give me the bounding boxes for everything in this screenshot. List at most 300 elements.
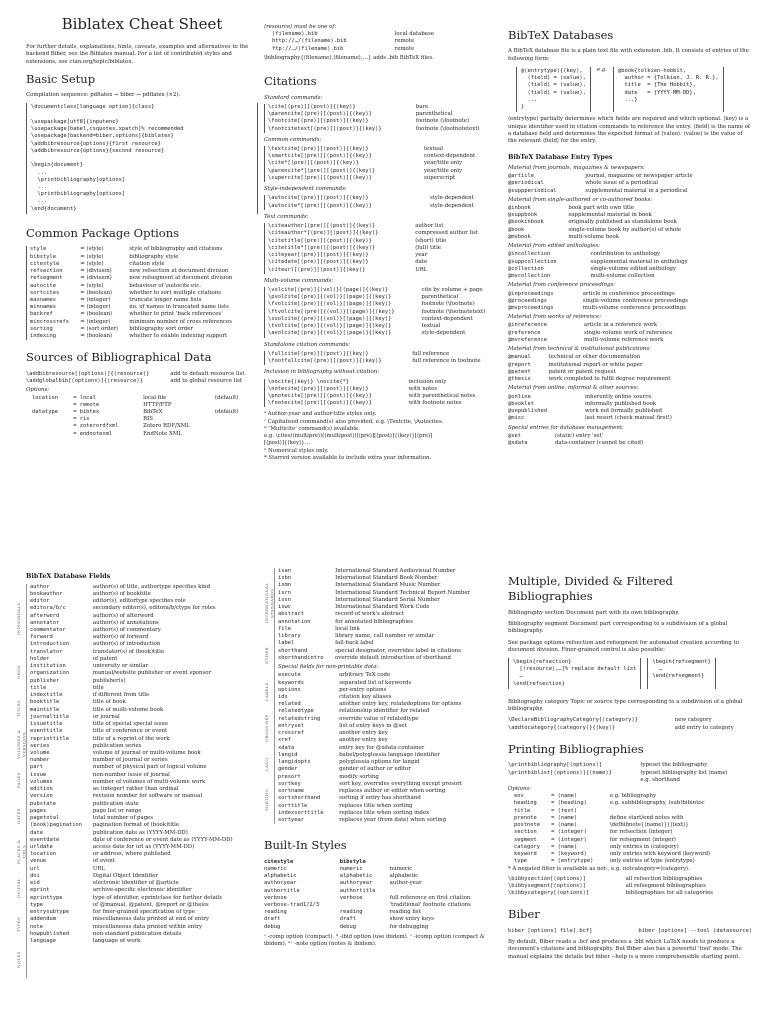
table-cell: sorttitle	[278, 802, 308, 809]
table-cell: indexing	[30, 333, 56, 340]
table-cell: parenthetical	[415, 111, 453, 118]
col3-panel	[508, 22, 752, 524]
table-cell: relatedstring	[278, 715, 321, 722]
side-section-label: PLACES & URLS	[16, 839, 27, 864]
table-cell: @inproceedings	[508, 290, 554, 297]
field-row	[278, 803, 500, 810]
table-cell	[32, 416, 73, 423]
package-option-row	[30, 297, 258, 304]
refsection-code: \begin{refsection} [⟨resource⟩,…]% replace default list … \end{refsection}	[508, 658, 641, 689]
field-row	[278, 648, 500, 655]
table-cell: eprint	[30, 887, 50, 894]
entry-type-row	[508, 433, 752, 440]
table-cell: manual/website publisher or event sponsor	[92, 670, 212, 677]
source-option-row	[32, 416, 252, 423]
table-cell: issue	[30, 771, 47, 778]
table-cell: numeric	[339, 865, 363, 872]
table-cell: title of special special issue	[92, 721, 169, 728]
entry-types-groups	[508, 165, 752, 447]
citation-group-label: Standalone citation commands:	[264, 341, 351, 348]
table-cell: author(s) of booktitle	[92, 590, 151, 597]
table-cell: single-volume edited anthology	[590, 265, 677, 272]
print-table	[508, 762, 752, 784]
table-cell: multi-volume reference work	[584, 336, 664, 343]
entry-type-row	[508, 305, 752, 312]
basic-setup-code: \documentclass[language option]{class} \usepackage[utf8]{inputenc} \usepackage[babel,csquotes,xpatch]% recommended \usepackage[backend=biber,options]{biblatex} \addbibresource{options}{first resource} \addbibresource{options}{second resource} \begin{document} ... \printbibliography[options] ... \printbibliography[options] ... \end{document}	[26, 103, 258, 214]
table-cell: ftp://…/⟨filename⟩.bib	[272, 45, 344, 52]
table-cell: langidopts	[278, 759, 311, 766]
sources-table	[26, 371, 258, 385]
table-cell: = ⟨boolean⟩	[80, 311, 113, 318]
resource-label: ⟨resource⟩ must be one of:	[264, 24, 337, 30]
side-section-label: OTHER	[264, 647, 269, 665]
table-cell: autocite	[30, 282, 56, 289]
entry-group-label: Material from online, informal & other sources:	[508, 385, 639, 392]
table-cell: university or similar	[92, 663, 149, 670]
table-cell	[340, 902, 390, 909]
field-row	[278, 694, 500, 701]
field-row	[278, 817, 500, 824]
citation-row	[268, 330, 500, 337]
entry-type-row	[508, 401, 752, 408]
citation-footnote: ᵃ Author-year and author-title styles only.	[264, 411, 377, 418]
table-cell: introduction	[30, 641, 69, 648]
table-cell: typeset bibliography list ⟨name⟩	[640, 769, 728, 776]
table-cell: doi	[30, 872, 40, 879]
table-cell: BibTeX	[143, 408, 163, 415]
table-cell: reprinttitle	[30, 735, 69, 742]
table-cell: \bibbycategory[⟨options⟩]	[508, 890, 590, 897]
table-cell: @suppperiodical	[508, 187, 557, 194]
table-cell: \supercite[⟨pre⟩][⟨post⟩]{⟨key⟩}	[268, 174, 372, 181]
entry-group-label: Material from journals, magazines & newspapers:	[508, 164, 645, 171]
table-cell: override value of relatedtype	[339, 715, 419, 722]
table-cell: = ⟨style⟩	[80, 253, 104, 260]
citation-group-box	[264, 195, 500, 209]
table-cell: bibliography style	[129, 253, 179, 260]
field-row	[278, 810, 500, 817]
table-cell: journaltitle	[30, 713, 69, 720]
table-cell: single-volume work of reference	[584, 329, 673, 336]
table-cell: single-volume book by author(s) of whole	[568, 226, 682, 233]
table-cell: numeric	[264, 865, 287, 872]
table-cell: booktitle	[30, 699, 60, 706]
entry-types-heading: BibTeX Database Entry Types	[508, 153, 613, 162]
fields-body	[16, 584, 258, 978]
side-section-label: PAGES	[16, 771, 21, 788]
table-cell: replaces year (from date) when sorting	[339, 816, 447, 823]
entry-type-row	[508, 362, 752, 369]
package-option-row	[30, 290, 258, 297]
table-cell: (short) title	[415, 237, 447, 244]
table-cell: \citeyear[⟨pre⟩][⟨post⟩]{⟨key⟩}	[268, 252, 369, 259]
citation-row	[268, 400, 500, 407]
table-cell: author-year	[389, 880, 422, 887]
table-cell: author(s) of introduction	[92, 641, 161, 648]
citation-row	[268, 386, 500, 393]
table-cell: presort	[278, 773, 301, 780]
field-row	[278, 708, 500, 715]
table-cell: miscellaneous data printed within entry	[92, 923, 203, 930]
table-cell: organization	[30, 670, 69, 677]
entry-group-label: Special entries for database management:	[508, 424, 624, 431]
citation-row	[268, 118, 500, 125]
field-row	[30, 736, 258, 743]
table-cell	[32, 431, 73, 438]
table-cell: postnote	[514, 822, 540, 829]
field-row	[278, 655, 500, 662]
table-cell: = remote	[73, 401, 100, 408]
table-cell: record of work's abstract	[335, 611, 405, 618]
citation-footnote: ⁿ Numerical styles only.	[264, 447, 329, 454]
table-cell: addendum	[30, 916, 56, 923]
entry-type-row	[508, 376, 752, 383]
table-cell: of event	[92, 858, 115, 865]
col1-panel	[26, 8, 258, 523]
table-cell: context-dependent	[423, 153, 476, 160]
field-row	[30, 757, 258, 764]
field-row	[278, 590, 500, 597]
table-cell: page list or range	[92, 807, 142, 814]
side-section-label: TITLES	[16, 699, 21, 717]
table-cell: date	[30, 829, 43, 836]
table-cell: = ⟨boolean⟩	[80, 289, 113, 296]
table-cell: citestyle	[30, 260, 60, 267]
table-cell: @xdata	[508, 440, 528, 446]
entry-type-row	[508, 180, 752, 187]
table-cell: section	[514, 829, 537, 836]
table-cell: if different from title	[92, 692, 150, 699]
table-cell: @mvcollection	[508, 273, 551, 280]
table-cell: truncate longer name lists	[129, 297, 202, 303]
entry-type-row	[508, 219, 752, 226]
table-cell: pagination format of (book)title	[92, 822, 180, 829]
field-row	[30, 793, 258, 800]
side-section-label: DIGITAL	[16, 877, 21, 898]
print-options-label: Options:	[508, 785, 532, 792]
table-cell: = endnotexml	[73, 430, 113, 437]
table-cell: date of conference or event date as (YYYY-MM-DD)	[92, 836, 233, 843]
table-cell: env	[514, 793, 524, 800]
table-cell: eid	[30, 880, 40, 887]
field-row	[30, 714, 258, 721]
table-cell: \tvolcite[⟨pre⟩]{⟨vol⟩}[⟨page⟩]{⟨key⟩}	[268, 323, 392, 330]
table-cell: \ftvolcite[⟨pre⟩]{⟨vol⟩}[⟨page⟩]{⟨key⟩}	[268, 308, 395, 315]
table-cell: = ⟨integer⟩	[551, 836, 587, 843]
table-cell: supplemental material in anthology	[590, 258, 688, 265]
biber-cmd-1: biber [options] file[.bcf]	[508, 927, 593, 934]
styles-header-row	[264, 859, 500, 866]
field-row	[30, 902, 258, 909]
section-table	[508, 876, 752, 898]
field-row	[30, 692, 258, 699]
field-row	[278, 687, 500, 694]
table-cell: footnote (\footnote)	[415, 118, 470, 125]
table-cell: part	[30, 764, 43, 771]
table-cell: refsegment	[30, 275, 63, 282]
section-row	[508, 890, 752, 897]
citation-row	[268, 358, 500, 365]
table-cell: xref	[278, 737, 291, 744]
table-cell: another entry key, relatedoptions for options	[339, 701, 462, 708]
package-option-row	[30, 246, 258, 253]
table-cell: = ⟨integer⟩	[80, 304, 111, 311]
table-cell: ⟨filename⟩.bib	[272, 31, 318, 38]
table-cell: label	[278, 640, 295, 647]
table-cell: entryset	[278, 722, 304, 729]
table-cell: keywords	[278, 679, 304, 686]
table-cell: eprinttype	[30, 894, 63, 901]
entry-type-row	[508, 440, 752, 447]
table-cell: \parencite*[⟨pre⟩][⟨post⟩]{⟨key⟩}	[268, 167, 376, 174]
source-option-row	[32, 409, 252, 416]
table-cell: annotator	[30, 619, 60, 626]
field-row	[30, 670, 258, 677]
table-cell: multi-volume book	[568, 233, 620, 240]
field-row	[30, 851, 258, 858]
multi-bib-heading: Multiple, Divided & Filtered Bibliographies	[508, 574, 673, 604]
table-cell: type	[514, 858, 527, 865]
field-row	[278, 752, 500, 759]
print-option-row	[514, 800, 746, 807]
field-row	[30, 613, 258, 620]
source-option-row	[32, 395, 252, 402]
field-row	[30, 772, 258, 779]
table-cell: \svolcite[⟨pre⟩]{⟨vol⟩}[⟨page⟩]{⟨key⟩}	[268, 315, 392, 322]
refsection-code-row	[508, 658, 752, 693]
field-row	[278, 604, 500, 611]
package-options-table-box	[26, 246, 258, 340]
table-cell: @manual	[508, 354, 531, 361]
table-cell: URL	[92, 865, 106, 872]
side-section-label: NOTES	[16, 951, 21, 968]
table-cell: @unpublished	[508, 408, 547, 415]
table-cell: citation style	[129, 260, 165, 267]
entry-group-label: Material from works of reference:	[508, 314, 602, 321]
style-row	[264, 902, 500, 909]
field-row	[30, 743, 258, 750]
table-cell: gender	[278, 766, 298, 773]
table-cell: draft	[264, 916, 281, 923]
entry-type-table	[508, 433, 752, 447]
fields2-body	[264, 568, 500, 824]
table-cell: howpublished	[30, 930, 69, 937]
table-cell: \footcitetext[⟨pre⟩][⟨post⟩]{⟨key⟩}	[268, 125, 382, 132]
citation-footnote: e.g. \cites(⟨multipre⟩)(⟨multipost⟩)[⟨pre⟩][⟨post⟩]{⟨key⟩}[⟨pre⟩]	[264, 433, 433, 440]
side-section-label: TYPES	[16, 916, 21, 932]
table-cell: \footcite[⟨pre⟩][⟨post⟩]{⟨key⟩}	[268, 118, 369, 125]
bib-segment-def: Bibliography segment Document part corresponding to a subdivision of a global bibliography.	[508, 621, 728, 635]
field-row	[30, 685, 258, 692]
table-cell: of patent	[92, 655, 118, 662]
table-cell: inherently online source	[584, 393, 652, 400]
table-cell: article in conference proceedings	[582, 290, 675, 297]
field-row	[278, 640, 500, 647]
table-cell: volume	[30, 749, 50, 756]
field-row	[30, 656, 258, 663]
field-row	[278, 568, 500, 575]
table-cell: minimum number of cross references	[129, 318, 232, 325]
table-cell: entry key for @xdata container	[339, 744, 425, 751]
table-cell: pagetotal	[30, 815, 60, 822]
table-cell: @inbook	[508, 204, 531, 211]
table-cell: whether to sort multiple citations	[129, 289, 222, 296]
table-cell: = ⟨name⟩	[551, 814, 578, 821]
entry-type-table	[508, 205, 752, 241]
style-row	[264, 888, 500, 895]
table-cell: Digital Object Identifier	[92, 872, 159, 879]
print-row	[508, 777, 752, 784]
table-cell: full reference on first citation	[389, 894, 471, 901]
package-options-heading: Common Package Options	[26, 225, 180, 240]
citation-footnote: * Starred version available to include extra year information.	[264, 454, 432, 461]
fields2-panel	[264, 568, 500, 1024]
table-cell: reading	[339, 909, 363, 916]
table-cell: number of physical part of logical volume	[92, 764, 207, 771]
table-cell: heading	[514, 800, 537, 807]
table-cell: title of a reprint of the work	[92, 735, 170, 742]
table-cell: note	[30, 923, 43, 930]
table-cell: \addtocategory{⟨category⟩}{⟨key⟩}	[508, 724, 616, 731]
table-cell: contribution to anthology	[590, 251, 661, 258]
field-row	[30, 931, 258, 938]
table-cell: authoryear	[264, 880, 297, 887]
biber-cmd-2: biber [options] --tool ⟨datasource⟩	[638, 927, 752, 934]
table-cell: whether to print 'back references'	[129, 311, 223, 318]
table-cell: \bibbysegment[⟨options⟩]	[508, 883, 586, 890]
table-cell: pubstate	[30, 800, 56, 807]
entry-type-table	[508, 251, 752, 280]
table-cell: refsection	[30, 268, 63, 275]
field-row	[278, 723, 500, 730]
table-cell: title of conference or event	[92, 728, 168, 735]
package-option-row	[30, 261, 258, 268]
field-row	[30, 909, 258, 916]
citation-row	[268, 168, 500, 175]
table-cell: textual	[423, 145, 443, 152]
table-cell: archive-specific electronic identifier	[92, 887, 192, 894]
table-cell: mincrossrefs	[30, 318, 69, 325]
table-cell: = ⟨name⟩	[551, 793, 578, 800]
field-row	[30, 924, 258, 931]
table-cell: sort key, overrides everything except presort	[339, 780, 463, 787]
table-cell: total number of pages	[92, 815, 154, 822]
col3b-panel	[508, 568, 752, 1024]
table-cell: annotation	[278, 618, 311, 625]
table-cell: arbitrary TeX code	[339, 672, 391, 679]
table-cell: article in a reference work	[584, 322, 658, 329]
table-cell	[32, 402, 73, 409]
field-row	[278, 680, 500, 687]
source-option-row	[32, 402, 252, 409]
field-row	[30, 620, 258, 627]
table-cell: remote	[394, 45, 415, 52]
table-cell: @bookinbook	[508, 219, 544, 226]
table-cell: location	[30, 851, 56, 858]
citations-heading: Citations	[264, 74, 317, 89]
table-cell: full reference in footnote	[412, 358, 481, 365]
entry-type-table	[508, 322, 752, 344]
citation-table	[268, 223, 500, 274]
table-cell: shorthandintro	[278, 654, 324, 661]
table-cell: @inreference	[508, 322, 547, 329]
table-cell: @book	[508, 226, 525, 233]
field-row	[278, 597, 500, 604]
table-cell: new category	[674, 717, 712, 724]
table-cell: \defbibnote{⟨name⟩}{⟨text⟩}	[609, 822, 689, 829]
table-cell	[390, 888, 500, 895]
table-cell: typeset the bibliography	[640, 762, 708, 769]
table-cell: url	[30, 865, 40, 872]
table-cell: minnames	[30, 304, 56, 311]
table-cell: \citeurl[⟨pre⟩][⟨post⟩]{⟨key⟩}	[268, 266, 366, 273]
table-cell: volumes	[30, 778, 53, 785]
table-cell: (default)	[214, 394, 239, 401]
entry-form-row	[516, 67, 752, 112]
field-row	[30, 866, 258, 873]
table-cell: (full) title	[415, 244, 441, 251]
resource-row	[272, 46, 461, 53]
table-cell: replaces author or editor when sorting	[339, 788, 446, 795]
table-cell: single-volume conference proceedings	[582, 297, 689, 304]
field-row	[30, 584, 258, 591]
table-cell: Zotero RDF/XML	[143, 423, 190, 430]
field-row	[30, 678, 258, 685]
table-cell: editor(s), editortype specifies role	[92, 598, 186, 605]
table-cell: fall-back label	[335, 640, 374, 647]
table-cell: \avolcite[⟨pre⟩]{⟨vol⟩}[⟨page⟩]{⟨key⟩}	[268, 330, 392, 337]
table-cell: non-number issue of journal	[92, 771, 170, 778]
table-cell: commentator	[30, 626, 66, 633]
citation-row	[268, 175, 500, 182]
table-cell: whether to enable indexing support	[129, 333, 228, 340]
table-cell: \DeclareBibliographyCategory{⟨category⟩}	[508, 717, 638, 724]
table-cell: title of book	[92, 699, 126, 706]
table-cell: for refsegment ⟨integer⟩	[609, 836, 677, 843]
table-cell: = ⟨text⟩	[551, 807, 578, 814]
table-cell: electronic identifier of @article	[92, 880, 179, 887]
table-cell	[215, 423, 252, 430]
citation-row	[268, 230, 500, 237]
citation-group-box	[264, 223, 500, 274]
intro-text: For further details, explanations, hints, caveats, examples and alternatives to the backend Biber, see the Biblatex manual. For a list of contributed styles and extensions, see ctan.org/topic/biblatex.	[26, 44, 249, 65]
field-row	[278, 788, 500, 795]
table-cell: relationship identifier for related	[339, 708, 430, 715]
entry-type-row	[508, 415, 752, 422]
entry-type-row	[508, 234, 752, 241]
table-cell: verbose	[264, 894, 287, 901]
bibliography-cmd: \bibliography{⟨filename⟩,⟨filename⟩,…} adds .bib BibTeX files.	[264, 54, 434, 61]
basic-setup-heading: Basic Setup	[26, 71, 96, 86]
entry-type-row	[508, 298, 752, 305]
entry-type-row	[508, 173, 752, 180]
entry-type-row	[508, 259, 752, 266]
table-cell: translator(s) of (book)title	[92, 648, 165, 655]
citation-row	[268, 379, 500, 386]
table-cell: issuetitle	[30, 721, 63, 728]
table-cell: = ris	[73, 416, 90, 423]
table-cell: \textcite[⟨pre⟩][⟨post⟩]{⟨key⟩}	[268, 145, 369, 152]
table-cell: RIS	[143, 416, 153, 423]
citations-groups	[264, 95, 500, 408]
entry-type-row	[508, 188, 752, 195]
citation-table	[268, 379, 500, 408]
table-cell: category	[514, 843, 540, 850]
table-cell: e.g. bibliography	[609, 793, 657, 800]
table-cell: \pnotecite[⟨pre⟩][⟨post⟩]{⟨key⟩}	[268, 393, 372, 400]
package-option-row	[30, 283, 258, 290]
table-cell: textual	[421, 323, 441, 330]
